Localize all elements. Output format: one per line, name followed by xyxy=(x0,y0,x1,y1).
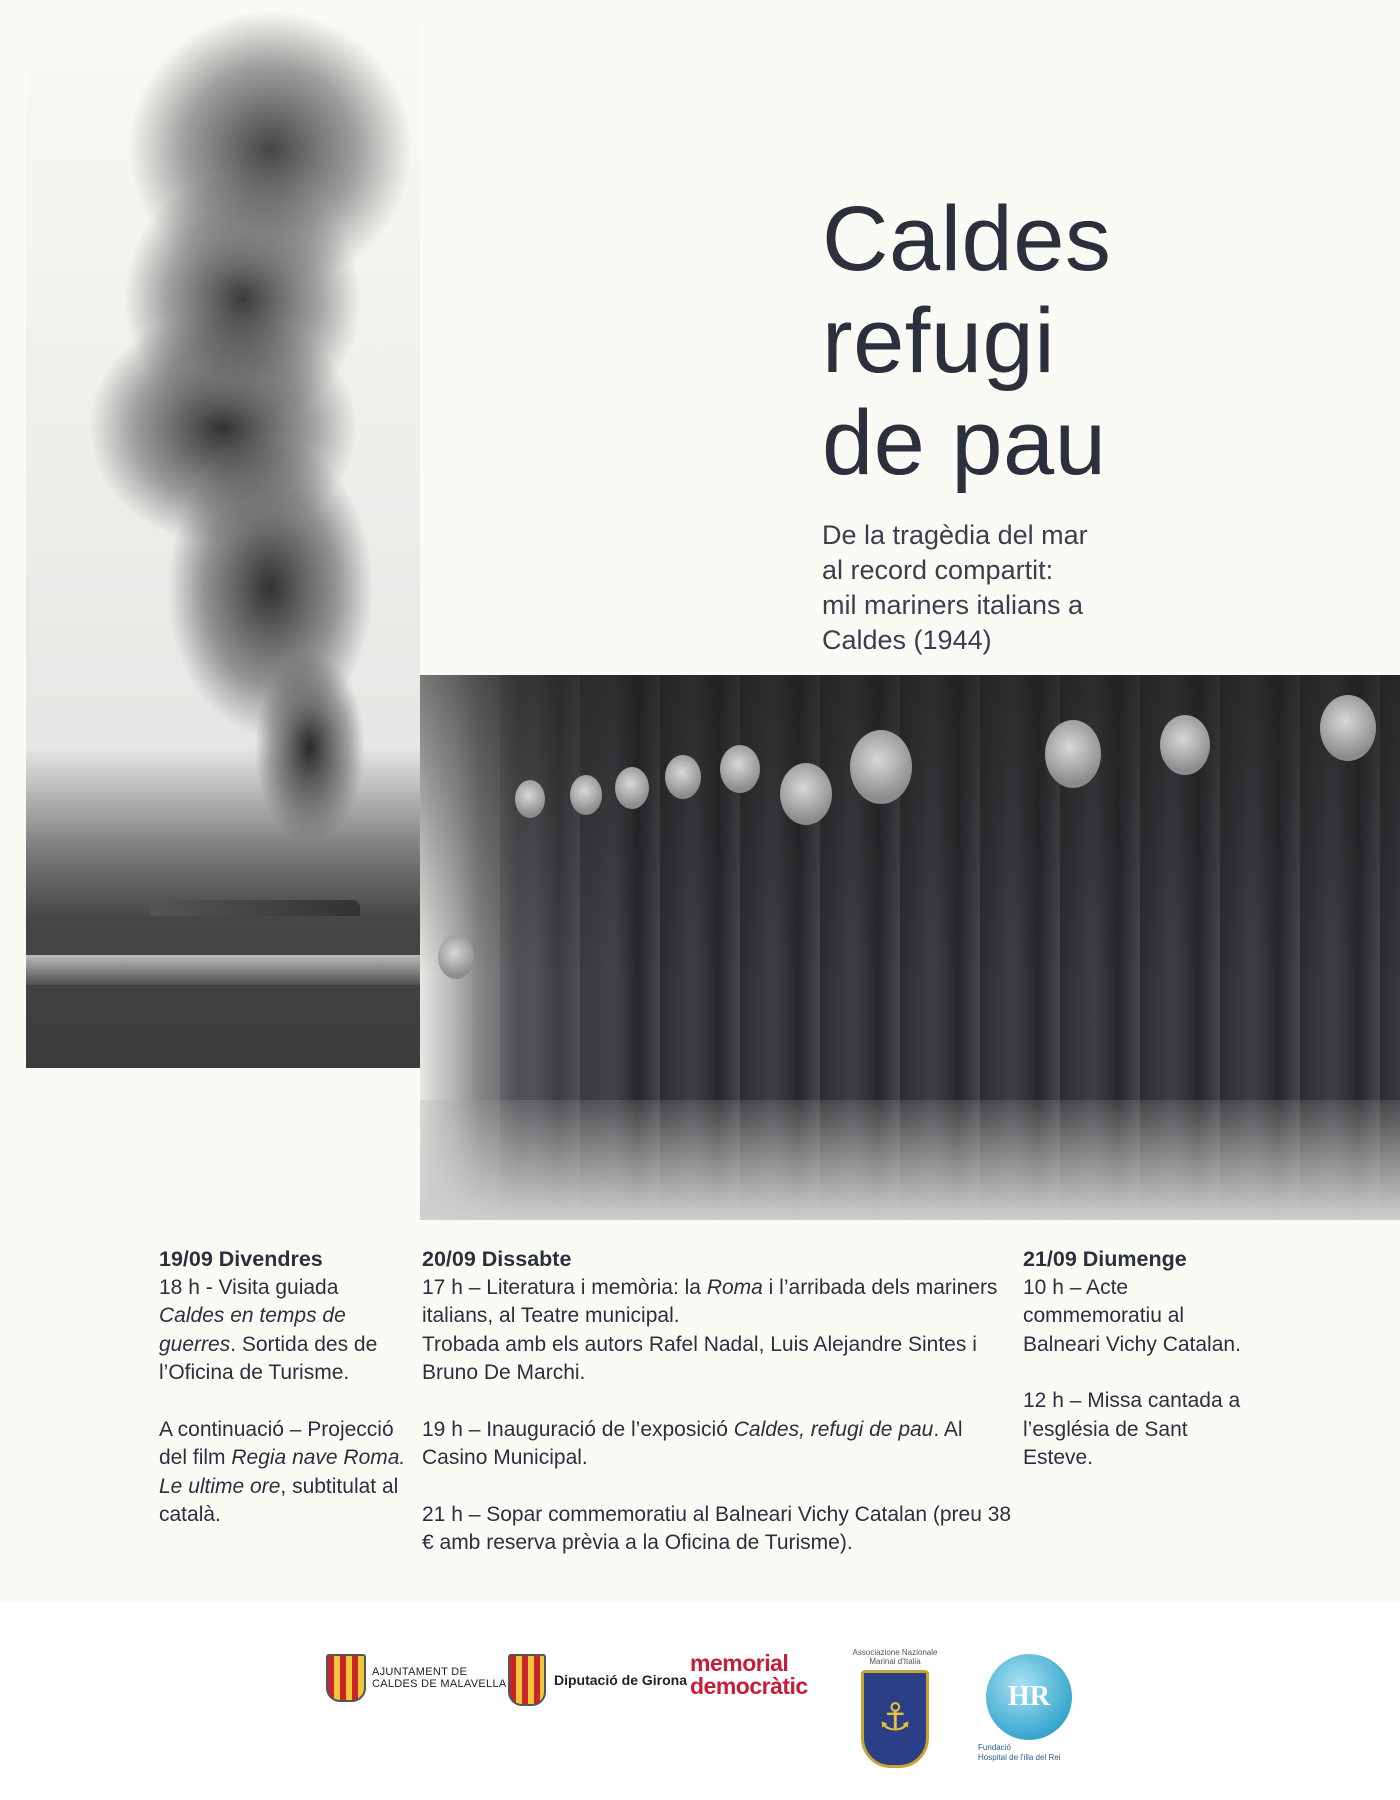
event-text: . Al Casino Municipal. xyxy=(422,1417,963,1469)
logo-text: democràtic xyxy=(690,1673,808,1699)
poster-title xyxy=(822,188,1262,494)
title-line: refugi xyxy=(822,290,1056,392)
fundacio-name xyxy=(974,1743,1084,1763)
event-item xyxy=(159,1274,409,1388)
sailor-face xyxy=(615,767,649,809)
ajuntament-name xyxy=(372,1666,507,1690)
event-text: Trobada amb els autors Rafel Nadal, Luis Alejandre Sintes i Bruno De Marchi. xyxy=(422,1332,977,1384)
fundacio-hospital-logo[interactable] xyxy=(974,1654,1084,1763)
event-title: Caldes en temps de guerres xyxy=(159,1304,346,1356)
sailor-face xyxy=(850,730,912,804)
diputacio-logo[interactable] xyxy=(508,1654,687,1706)
title-line: de pau xyxy=(822,392,1107,494)
subtitle-line: De la tragèdia del mar xyxy=(822,520,1088,550)
sailor-face xyxy=(720,745,760,793)
sailor-face xyxy=(1045,720,1101,788)
logo-text: Fundació xyxy=(978,1743,1011,1752)
day-heading: 21/09 Diumenge xyxy=(1023,1247,1187,1271)
fundacio-mark: HR xyxy=(986,1654,1072,1740)
event-title: Caldes, refugi de pau xyxy=(733,1417,934,1441)
logo-text: memorial xyxy=(690,1650,789,1676)
coat-of-arms-icon xyxy=(326,1654,366,1702)
logo-text: Hospital de l'illa del Rei xyxy=(978,1753,1061,1762)
photo-ground xyxy=(420,1100,1400,1220)
sailor-face xyxy=(438,935,474,979)
poster-subtitle xyxy=(822,518,1152,658)
program-day-friday xyxy=(159,1245,409,1558)
ajuntament-logo[interactable] xyxy=(326,1654,507,1702)
battleship-silhouette xyxy=(150,900,360,916)
event-text: 19 h – Inauguració de l’exposició xyxy=(422,1417,734,1441)
sailor-face xyxy=(515,780,545,818)
event-text: i l’arribada dels mariners italians, al Teatre municipal. xyxy=(422,1275,998,1327)
program-day-saturday xyxy=(422,1245,1012,1586)
sponsor-logos xyxy=(0,1602,1400,1800)
logo-text: AJUNTAMENT DE xyxy=(372,1666,468,1678)
logo-text: Associazione Nazionale xyxy=(852,1648,938,1657)
memorial-democratic-logo[interactable] xyxy=(690,1652,808,1698)
coat-of-arms-icon xyxy=(508,1654,546,1706)
anmi-logo[interactable] xyxy=(852,1648,938,1768)
event-title: Roma xyxy=(706,1275,763,1299)
sailor-face xyxy=(1320,695,1376,761)
event-item xyxy=(422,1274,1012,1388)
event-text: 17 h – Literatura i memòria: la xyxy=(422,1275,707,1299)
day-heading: 19/09 Divendres xyxy=(159,1247,323,1271)
sailors-photo xyxy=(420,675,1400,1220)
sailor-face xyxy=(570,775,602,815)
event-text: . Sortida des de l’Oficina de Turisme. xyxy=(159,1332,378,1384)
event-item xyxy=(159,1416,409,1530)
diputacio-name: Diputació de Girona xyxy=(554,1672,688,1688)
sailor-face xyxy=(780,763,832,825)
subtitle-line: Caldes (1944) xyxy=(822,625,992,655)
event-item: 10 h – Acte commemoratiu al Balneari Vichy Catalan. xyxy=(1023,1275,1241,1356)
subtitle-line: mil mariners italians a xyxy=(822,590,1084,620)
title-line: Caldes xyxy=(822,188,1112,290)
subtitle-line: al record compartit: xyxy=(822,555,1054,585)
event-title: Regia nave Roma. Le ultime ore xyxy=(159,1446,406,1498)
anchor-icon: ⚓ xyxy=(877,1695,913,1739)
photo-shade xyxy=(420,675,1400,975)
day-heading: 20/09 Dissabte xyxy=(422,1247,572,1271)
sea-horizon xyxy=(26,955,420,985)
sailor-face xyxy=(1160,715,1210,775)
event-text: , subtitulat al català. xyxy=(159,1474,399,1526)
anmi-shield xyxy=(861,1670,929,1768)
event-text: 18 h - Visita guiada xyxy=(159,1275,339,1299)
event-item xyxy=(422,1416,1012,1473)
logo-text: CALDES DE MALAVELLA xyxy=(372,1678,507,1690)
sailor-face xyxy=(665,755,701,799)
event-text: A continuació – Projecció del film xyxy=(159,1417,394,1469)
program-day-sunday xyxy=(1023,1245,1253,1501)
logo-text: Marinai d'Italia xyxy=(869,1657,921,1666)
event-item: 21 h – Sopar commemoratiu al Balneari Vichy Catalan (preu 38 € amb reserva prèvia a la Oficina de Turisme). xyxy=(422,1502,1012,1554)
event-item: 12 h – Missa cantada a l’església de Sant Esteve. xyxy=(1023,1389,1241,1469)
